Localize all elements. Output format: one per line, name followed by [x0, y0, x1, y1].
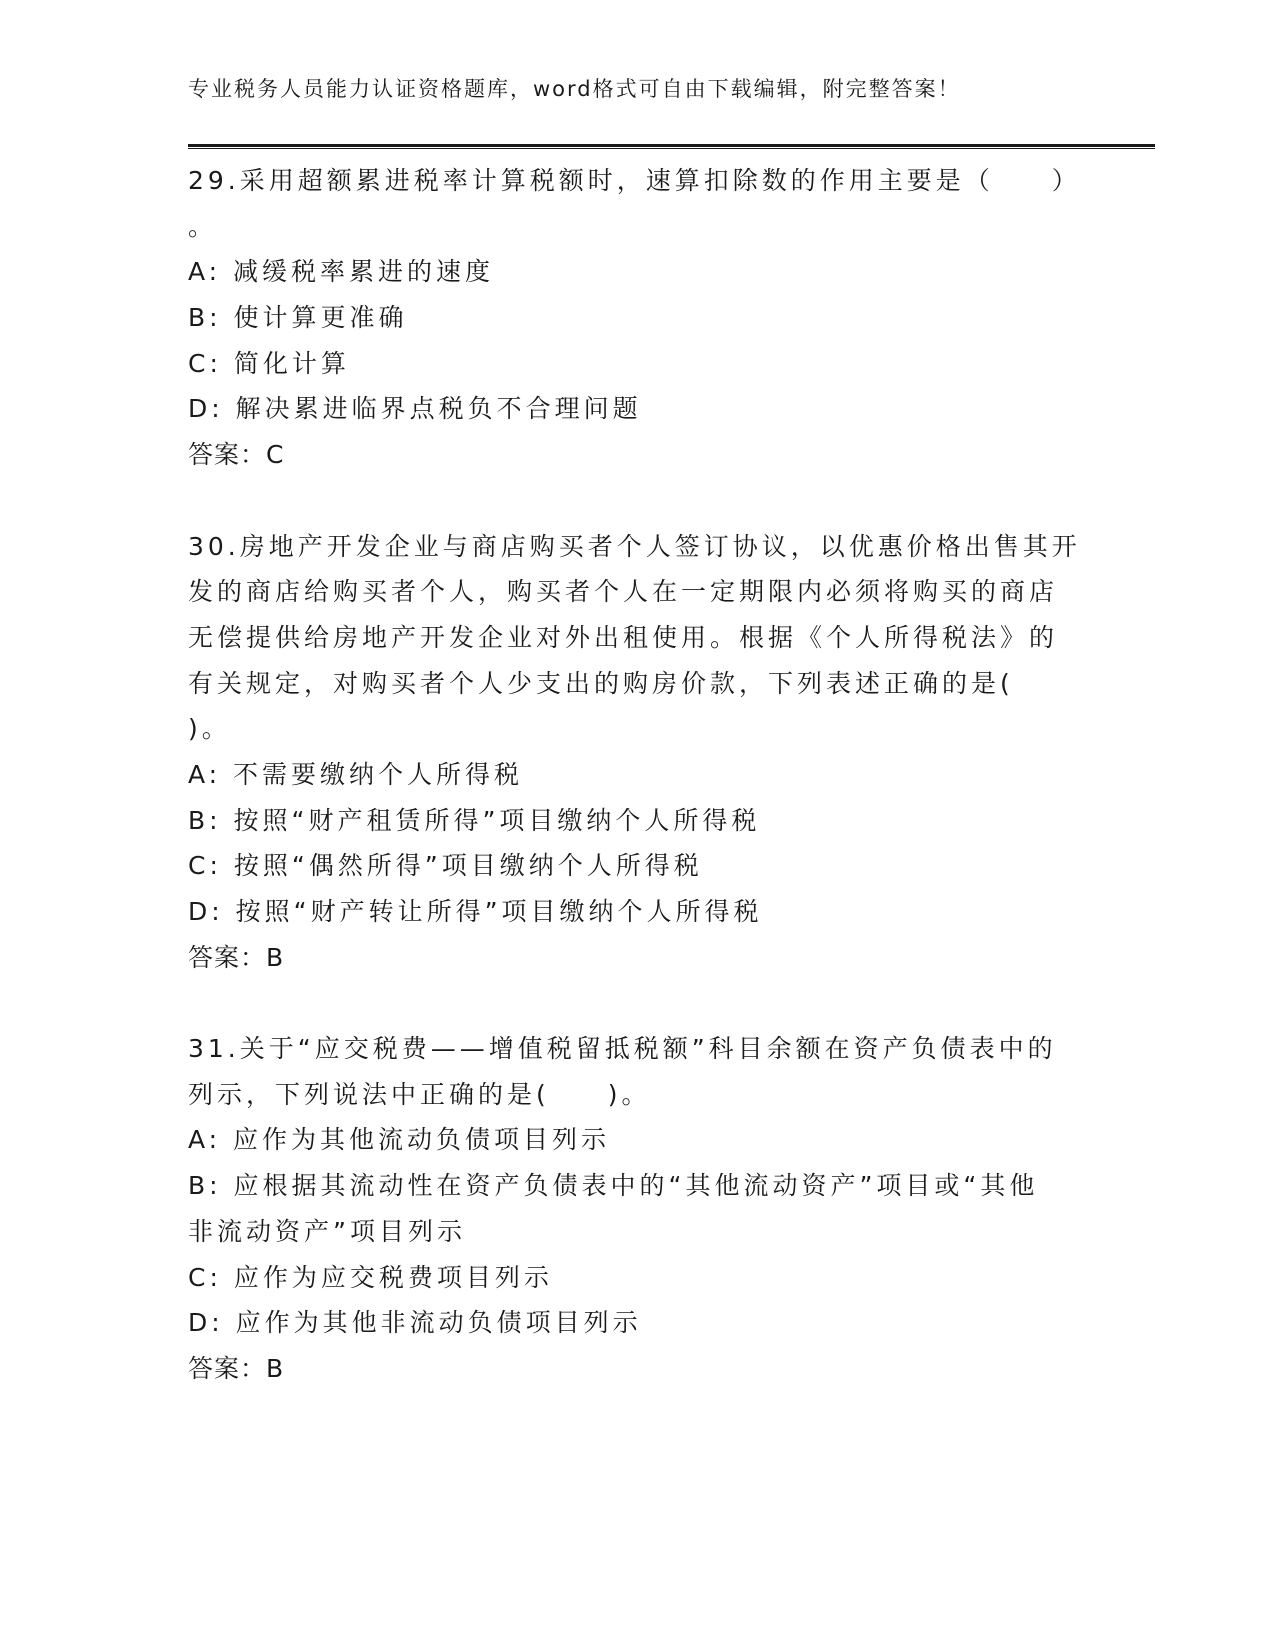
answer: 答案：B	[188, 942, 285, 972]
question-29	[188, 158, 1088, 478]
option-b: B: 应根据其流动性在资产负债表中的“其他流动资产”项目或“其他	[188, 1171, 1039, 1201]
header-rule	[188, 144, 1155, 149]
question-stem-line: 30.房地产开发企业与商店购买者个人签订协议，以优惠价格出售其开	[188, 531, 1081, 561]
option-c: C: 按照“偶然所得”项目缴纳个人所得税	[188, 851, 703, 881]
option-d: D: 按照“财产转让所得”项目缴纳个人所得税	[188, 897, 763, 926]
question-stem-line: 无偿提供给房地产开发企业对外出租使用。根据《个人所得税法》的	[188, 622, 1059, 652]
question-31	[188, 1026, 1088, 1392]
question-stem-line: 有关规定，对购买者个人少支出的购房价款，下列表述正确的是(	[188, 668, 1014, 698]
question-stem-line: 29.采用超额累进税率计算税额时，速算扣除数的作用主要是（ ）	[188, 166, 1081, 195]
option-c: C: 应作为应交税费项目列示	[188, 1262, 553, 1292]
question-stem-line: 。	[188, 211, 218, 241]
answer: 答案：C	[188, 440, 285, 470]
option-a: A: 减缓税率累进的速度	[188, 257, 495, 287]
spacer	[188, 980, 1088, 1026]
option-d: D: 解决累进临界点税负不合理问题	[188, 394, 642, 424]
option-a: A: 不需要缴纳个人所得税	[188, 759, 524, 789]
question-list	[188, 158, 1088, 1392]
option-a: A: 应作为其他流动负债项目列示	[188, 1125, 611, 1155]
spacer	[188, 478, 1088, 524]
option-c: C: 简化计算	[188, 348, 350, 378]
page-header: 专业税务人员能力认证资格题库，word格式可自由下载编辑，附完整答案！	[188, 77, 961, 101]
option-b-continued: 非流动资产”项目列示	[188, 1216, 466, 1246]
question-stem-line: )。	[188, 714, 231, 744]
answer: 答案：B	[188, 1353, 285, 1383]
question-stem-line: 31.关于“应交税费——增值税留抵税额”科目余额在资产负债表中的	[188, 1034, 1057, 1064]
question-30	[188, 524, 1088, 981]
option-b: B: 使计算更准确	[188, 303, 408, 333]
question-stem-line: 列示，下列说法中正确的是( )。	[188, 1079, 651, 1109]
option-b: B: 按照“财产租赁所得”项目缴纳个人所得税	[188, 805, 761, 835]
question-stem-line: 发的商店给购买者个人，购买者个人在一定期限内必须将购买的商店	[188, 577, 1059, 607]
option-d: D: 应作为其他非流动负债项目列示	[188, 1308, 642, 1338]
